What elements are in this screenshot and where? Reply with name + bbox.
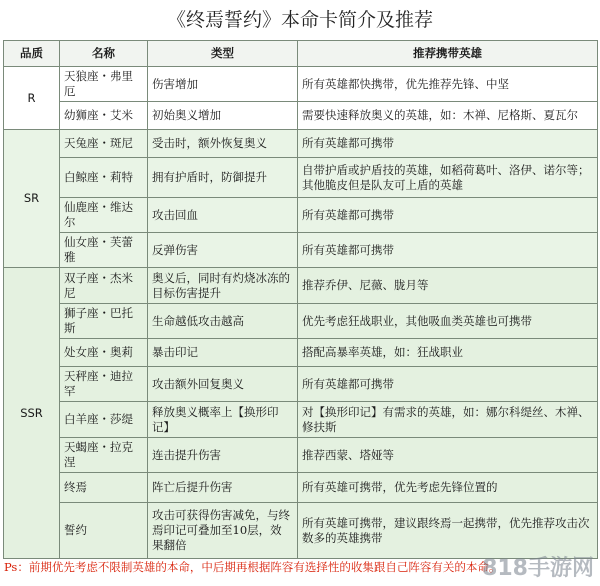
table-row bbox=[4, 438, 598, 473]
card-type: 伤害增加 bbox=[148, 67, 298, 102]
card-recommend: 对【换形印记】有需求的英雄，如：娜尔科缇丝、木禅、修扶斯 bbox=[298, 402, 598, 438]
card-type: 释放奥义概率上【换形印记】 bbox=[148, 402, 298, 438]
table-row bbox=[4, 130, 598, 158]
card-name: 仙女座・芙蕾雅 bbox=[60, 233, 148, 268]
card-name: 仙鹿座・维达尔 bbox=[60, 198, 148, 233]
card-type: 攻击可获得伤害减免，与终焉印记可叠加至10层，效果翻倍 bbox=[148, 503, 298, 559]
card-name: 天狼座・弗里厄 bbox=[60, 67, 148, 102]
quality-cell-sr: SR bbox=[4, 130, 60, 268]
footnote: Ps：前期优先考虑不限制英雄的本命，中后期再根据阵容有选择性的收集跟自己阵容有关的本命。 bbox=[4, 560, 501, 574]
card-recommend: 所有英雄都可携带 bbox=[298, 367, 598, 402]
table-row bbox=[4, 233, 598, 268]
table-header-row bbox=[4, 41, 598, 67]
card-recommend: 所有英雄可携带，优先考虑先锋位置的 bbox=[298, 473, 598, 503]
watermark-logo: 818手游网 bbox=[482, 556, 594, 581]
table-row bbox=[4, 339, 598, 367]
card-name: 终焉 bbox=[60, 473, 148, 503]
table-row bbox=[4, 367, 598, 402]
card-name: 天兔座・斑尼 bbox=[60, 130, 148, 158]
page-title: 《终焉誓约》本命卡简介及推荐 bbox=[166, 9, 433, 31]
card-recommend: 优先考虑狂战职业，其他吸血类英雄也可携带 bbox=[298, 304, 598, 339]
table-row bbox=[4, 304, 598, 339]
card-type: 攻击额外回复奥义 bbox=[148, 367, 298, 402]
header-type: 类型 bbox=[148, 41, 298, 67]
card-recommend: 需要快速释放奥义的英雄，如：木禅、尼格斯、夏瓦尔 bbox=[298, 102, 598, 130]
card-name: 白鲸座・莉特 bbox=[60, 158, 148, 198]
table-row bbox=[4, 67, 598, 102]
card-name: 狮子座・巴托斯 bbox=[60, 304, 148, 339]
table-row bbox=[4, 402, 598, 438]
table-row bbox=[4, 473, 598, 503]
card-recommend: 所有英雄可携带，建议跟终焉一起携带，优先推荐攻击次数多的英雄携带 bbox=[298, 503, 598, 559]
card-type: 生命越低攻击越高 bbox=[148, 304, 298, 339]
card-type: 连击提升伤害 bbox=[148, 438, 298, 473]
card-name: 天秤座・迪拉罕 bbox=[60, 367, 148, 402]
card-recommend: 所有英雄都可携带 bbox=[298, 198, 598, 233]
card-type: 阵亡后提升伤害 bbox=[148, 473, 298, 503]
card-name: 幼狮座・艾米 bbox=[60, 102, 148, 130]
header-name: 名称 bbox=[60, 41, 148, 67]
quality-cell-ssr: SSR bbox=[4, 268, 60, 559]
card-type: 拥有护盾时，防御提升 bbox=[148, 158, 298, 198]
card-recommend: 推荐乔伊、尼薇、胧月等 bbox=[298, 268, 598, 304]
card-type: 初始奥义增加 bbox=[148, 102, 298, 130]
card-type: 奥义后，同时有灼烧冰冻的目标伤害提升 bbox=[148, 268, 298, 304]
card-recommend: 所有英雄都快携带，优先推荐先锋、中坚 bbox=[298, 67, 598, 102]
card-type: 暴击印记 bbox=[148, 339, 298, 367]
card-name: 天蝎座・拉克涅 bbox=[60, 438, 148, 473]
card-name: 双子座・杰米尼 bbox=[60, 268, 148, 304]
header-recommend: 推荐携带英雄 bbox=[298, 41, 598, 67]
card-name: 誓约 bbox=[60, 503, 148, 559]
card-recommend: 推荐西蒙、塔娅等 bbox=[298, 438, 598, 473]
card-type: 受击时，额外恢复奥义 bbox=[148, 130, 298, 158]
card-type: 反弹伤害 bbox=[148, 233, 298, 268]
card-type: 攻击回血 bbox=[148, 198, 298, 233]
card-recommend: 所有英雄都可携带 bbox=[298, 233, 598, 268]
table-row bbox=[4, 102, 598, 130]
card-name: 处女座・奥莉 bbox=[60, 339, 148, 367]
header-quality: 品质 bbox=[4, 41, 60, 67]
card-table bbox=[3, 40, 598, 559]
table-row bbox=[4, 158, 598, 198]
table-row bbox=[4, 198, 598, 233]
card-name: 白羊座・莎缇 bbox=[60, 402, 148, 438]
table-row bbox=[4, 268, 598, 304]
quality-cell-r: R bbox=[4, 67, 60, 130]
card-recommend: 自带护盾或护盾技的英雄，如稻荷葛叶、洛伊、诺尔等；其他脆皮但是队友可上盾的英雄 bbox=[298, 158, 598, 198]
card-recommend: 所有英雄都可携带 bbox=[298, 130, 598, 158]
card-recommend: 搭配高暴率英雄，如：狂战职业 bbox=[298, 339, 598, 367]
